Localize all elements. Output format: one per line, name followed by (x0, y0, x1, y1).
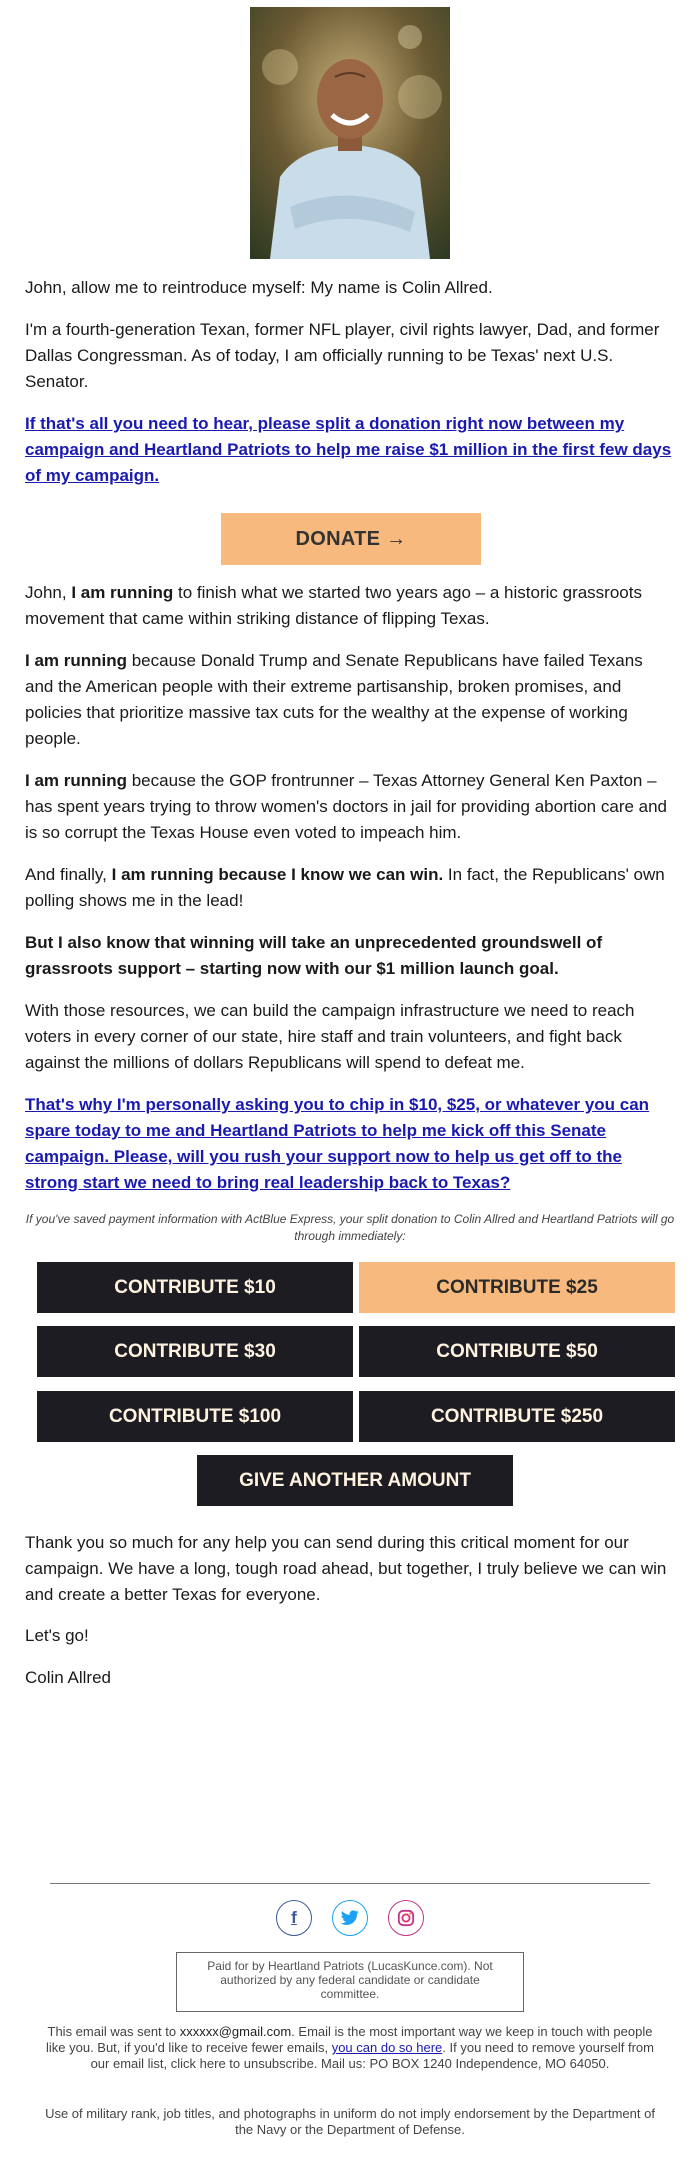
contribute-100-button[interactable]: CONTRIBUTE $100 (37, 1391, 353, 1442)
instagram-glyph-icon (397, 1909, 415, 1927)
signature: Colin Allred (25, 1668, 111, 1687)
twitter-bird-icon (340, 1910, 360, 1926)
hero-photo (250, 7, 450, 259)
give-another-amount-button[interactable]: GIVE ANOTHER AMOUNT (197, 1455, 513, 1506)
instagram-icon[interactable] (388, 1900, 424, 1936)
thank-you-paragraph: Thank you so much for any help you can send during this critical moment for our campaign. We have a long, tough road ahead, but together, I truly believe we can win and create a better Texas for everyone. (25, 1533, 667, 1604)
intro-paragraph: John, allow me to reintroduce myself: My name is Colin Allred. (25, 278, 493, 297)
groundswell-paragraph: But I also know that winning will take an unprecedented groundswell of grassroots support – starting now with our $1 million launch goal. (25, 933, 603, 978)
recipient-email: xxxxxx@gmail.com (179, 2024, 292, 2039)
running-paragraph-1: John, I am running to finish what we started two years ago – a historic grassroots movement that came within striking distance of flipping Texas. (25, 583, 642, 628)
portrait-illustration (250, 7, 450, 259)
split-donation-link[interactable]: If that's all you need to hear, please split a donation right now between my campaign and Heartland Patriots to help me raise $1 million in the first few days of my campaign. (25, 414, 672, 485)
running-paragraph-2: I am running because Donald Trump and Senate Republicans have failed Texans and the American people with their extreme partisanship, broken promises, and policies that prioritize massive tax cuts for the wealthy at the expense of working people. (25, 651, 643, 748)
resources-paragraph: With those resources, we can build the campaign infrastructure we need to reach voters in every corner of our state, hire staff and train volunteers, and fight back against the millions of dollars Republicans will spend to defeat me. (25, 1001, 635, 1072)
donate-button[interactable]: DONATE → (221, 513, 481, 565)
split-donation-paragraph (25, 411, 675, 489)
fewer-emails-link[interactable]: you can do so here (331, 2040, 443, 2055)
military-disclaimer: Use of military rank, job titles, and photographs in uniform do not imply endorsement by the Department of the Navy or the Department of Defense. (45, 2106, 655, 2137)
paid-for-disclaimer: Paid for by Heartland Patriots (LucasKunce.com). Not authorized by any federal candidate or candidate committee. (176, 1952, 524, 2012)
running-paragraph-3: I am running because the GOP frontrunner – Texas Attorney General Ken Paxton – has spent years trying to throw women's doctors in jail for providing abortion care and is so corrupt the Texas House even voted to impeach him. (25, 771, 668, 842)
contribute-250-button[interactable]: CONTRIBUTE $250 (359, 1391, 675, 1442)
lets-go-paragraph: Let's go! (25, 1626, 89, 1645)
actblue-express-note: If you've saved payment information with ActBlue Express, your split donation to Colin Allred and Heartland Patriots will go through immediately: (25, 1212, 675, 1243)
running-paragraph-4: And finally, I am running because I know we can win. In fact, the Republicans' own polling shows me in the lead! (25, 865, 665, 910)
chip-in-link[interactable]: That's why I'm personally asking you to chip in $10, $25, or whatever you can spare today to me and Heartland Patriots to help me kick off this Senate campaign. Please, will you rush your support now to help us get off to the strong start we need to bring real leadership back to Texas? (25, 1095, 650, 1192)
contribute-10-button[interactable]: CONTRIBUTE $10 (37, 1262, 353, 1313)
contribute-50-button[interactable]: CONTRIBUTE $50 (359, 1326, 675, 1377)
contribute-25-button[interactable]: CONTRIBUTE $25 (359, 1262, 675, 1313)
chip-in-paragraph (25, 1092, 675, 1196)
bio-paragraph: I'm a fourth-generation Texan, former NFL player, civil rights lawyer, Dad, and former Dallas Congressman. As of today, I am officially running to be Texas' next U.S. Senator. (25, 320, 660, 391)
contribute-30-button[interactable]: CONTRIBUTE $30 (37, 1326, 353, 1377)
facebook-icon[interactable]: f (276, 1900, 312, 1936)
email-footer-note: This email was sent to xxxxxx@gmail.com. Email is the most important way we keep in touch with people like you. But, if you'd like to receive fewer emails, you can do so here. If you need to remove yourself from our email list, click here to unsubscribe. Mail us: PO BOX 1240 Independence, MO 64050. (45, 2024, 654, 2071)
twitter-icon[interactable] (332, 1900, 368, 1936)
footer-divider (50, 1883, 650, 1884)
